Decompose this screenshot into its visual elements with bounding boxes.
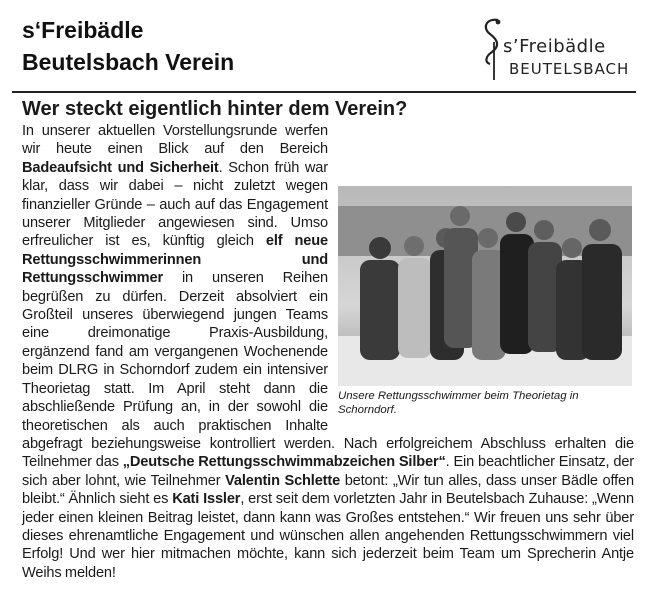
highlight-rettungsschwimmer: elf neue Rettungsschwimmerinnen und Rettungsschwimmer: [22, 233, 329, 287]
highlight-valentin-schlette: Valentin Schlette: [225, 472, 341, 489]
article-text: in unseren Reihen begrüßen zu dürfen. Derzeit absolviert ein Großteil unseres überwiegend jungen Teams eine dreimonatige Praxis-Ausbildung, ergänzend fand am vergangenen Wochenende beim DLRG in Schorndorf zudem ein intensiver Theorietag statt. Im April steht dann die abschließende Prüfung an, in der sowohl die theoretischen als auch praktischen Inhalte abgefragt beziehungsweise kontrolliert werden. Nach erfolgreichem Abschluss erhalten die Teilnehmer das: [22, 270, 634, 471]
page-header: [22, 14, 234, 78]
highlight-abzeichen: „Deutsche Rettungsschwimmabzeichen Silber“: [122, 454, 446, 471]
logo-text-line1: s’Freibädle: [503, 36, 606, 57]
photo-caption: Unsere Rettungsschwimmer beim Theorietag in Schorndorf.: [338, 390, 579, 416]
article-text: , erst seit dem vorletzten Jahr in Beutelsbach Zuhause: „Wenn jeder einen kleinen Beitrag leistet, dann kann was Großes entstehen.“ Wir freuen uns sehr über dieses ehrenamtliche Engagement und wünschen allen angehenden Rettungsschwimmern viel Erfolg! Und wer hier mitmachen möchte, kann sich jederzeit beim Team um Sprecherin Antje Weihs melden!: [22, 491, 634, 581]
article-text: betont: „Wir tun alles, dass unser Bädle offen bleibt.“ Ähnlich sieht es: [22, 472, 634, 508]
group-photo: [338, 186, 632, 386]
logo-text-line2: BEUTELSBACH: [509, 60, 630, 78]
article-text: . Schon früh war klar, dass wir dabei – nicht zuletzt wegen finanzieller Gründe – auch auf das Engagement unserer Mitglieder angewiesen sind. Umso erfreulicher ist es, künftig gleich: [22, 159, 328, 250]
article-body: [22, 122, 634, 582]
article-text: . Ein beachtlicher Einsatz, der sich aber lohnt, wie Teilnehmer: [22, 454, 634, 489]
photo-figure: [338, 186, 634, 424]
article-text: In unserer aktuellen Vorstellungsrunde werfen wir heute einen Blick auf den Bereich: [22, 123, 328, 158]
header-divider: [12, 91, 636, 93]
header-title-line2: Beutelsbach Verein: [22, 49, 235, 75]
highlight-kati-issler: Kati Issler: [172, 491, 241, 508]
header-title-line1: s‘Freibädle: [22, 17, 144, 43]
freibaedle-logo: [476, 16, 636, 86]
highlight-badeaufsicht: Badeaufsicht und Sicherheit: [22, 159, 219, 176]
article-headline: Wer steckt eigentlich hinter dem Verein?: [22, 98, 408, 120]
